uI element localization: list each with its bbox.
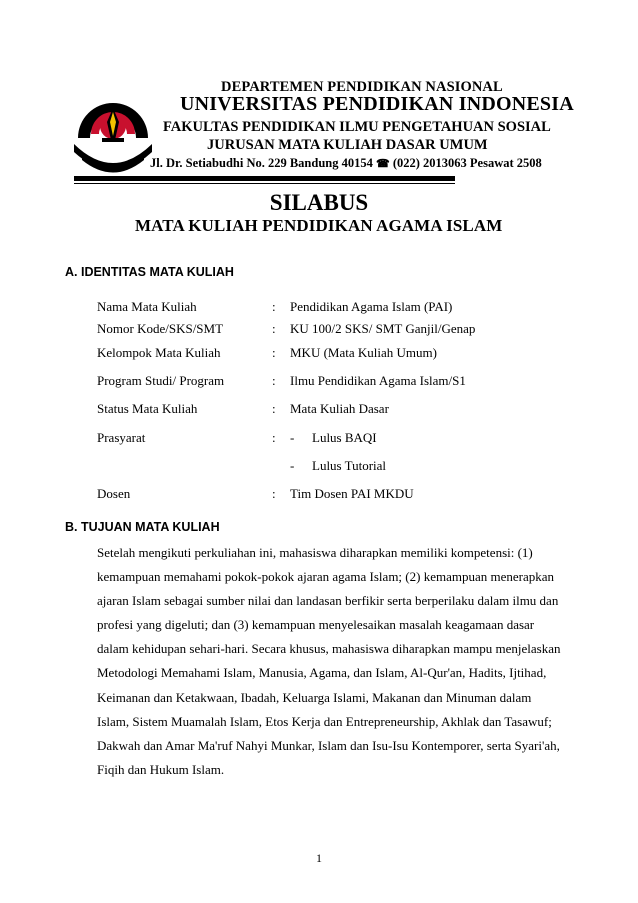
list-dash: - bbox=[290, 458, 295, 473]
paragraph-line: kemampuan memahami pokok-pokok ajaran agama Islam; (2) kemampuan menerapkan bbox=[97, 569, 554, 585]
paragraph-line: Dakwah dan Amar Ma'ruf Nahyi Munkar, Islam dan Isu-Isu Kontemporer, serta Syari'ah, bbox=[97, 737, 560, 753]
address-text: Jl. Dr. Setiabudhi No. 229 Bandung 40154 bbox=[150, 156, 373, 170]
field-colon: : bbox=[272, 299, 276, 314]
document-title: SILABUS bbox=[269, 190, 369, 215]
field-colon: : bbox=[272, 373, 276, 388]
field-colon: : bbox=[272, 321, 276, 336]
address-line bbox=[150, 156, 542, 171]
paragraph-line: Fiqih dan Hukum Islam. bbox=[97, 761, 225, 777]
field-colon: : bbox=[272, 486, 276, 501]
list-dash: - bbox=[290, 430, 295, 445]
field-value: Mata Kuliah Dasar bbox=[290, 401, 389, 416]
section-a-heading: A. IDENTITAS MATA KULIAH bbox=[65, 265, 234, 279]
field-label: Program Studi/ Program bbox=[97, 373, 225, 388]
paragraph-line: Setelah mengikuti perkuliahan ini, mahasiswa diharapkan memiliki kompetensi: (1) bbox=[97, 545, 533, 560]
field-label: Dosen bbox=[97, 486, 131, 501]
prerequisite-item: Lulus BAQI bbox=[312, 430, 377, 445]
field-colon: : bbox=[272, 345, 276, 360]
faculty-name: FAKULTAS PENDIDIKAN ILMU PENGETAHUAN SOSIAL bbox=[163, 119, 551, 135]
paragraph-line: Islam, Sistem Muamalah Islam, Etos Kerja dan Entrepreneurship, Akhlak dan Tasawuf; bbox=[97, 713, 552, 729]
prerequisite-item: Lulus Tutorial bbox=[312, 458, 387, 473]
field-value: KU 100/2 SKS/ SMT Ganjil/Genap bbox=[290, 321, 476, 336]
course-title: MATA KULIAH PENDIDIKAN AGAMA ISLAM bbox=[135, 216, 503, 235]
field-value: Pendidikan Agama Islam (PAI) bbox=[290, 299, 453, 314]
field-label: Nomor Kode/SKS/SMT bbox=[97, 321, 224, 336]
paragraph-line: Keimanan dan Ketakwaan, Ibadah, Keluarga Islami, Makanan dan Minuman dalam bbox=[97, 689, 532, 705]
field-colon: : bbox=[272, 430, 276, 445]
field-colon: : bbox=[272, 401, 276, 416]
section-b-heading: B. TUJUAN MATA KULIAH bbox=[65, 520, 220, 534]
objectives-paragraph bbox=[97, 541, 577, 782]
phone-icon: ☎ bbox=[376, 158, 390, 170]
field-label: Kelompok Mata Kuliah bbox=[97, 345, 221, 360]
header-rule-thin bbox=[74, 183, 455, 184]
header-rule-thick bbox=[74, 176, 455, 181]
phone-text: (022) 2013063 Pesawat 2508 bbox=[392, 156, 542, 170]
university-logo bbox=[72, 82, 154, 182]
university-name: UNIVERSITAS PENDIDIKAN INDONESIA bbox=[180, 93, 574, 115]
paragraph-line: ajaran Islam sebagai sumber nilai dan landasan berfikir serta berperilaku dalam ilmu dan bbox=[97, 593, 559, 609]
paragraph-line: Metodologi Memahami Islam, Manusia, Agama, dan Islam, Al-Qur'an, Hadits, Ijtihad, bbox=[97, 665, 547, 681]
paragraph-line: dalam kehidupan sehari-hari. Secara khusus, mahasiswa diharapkan mampu menjelaskan bbox=[97, 641, 561, 657]
paragraph-line: profesi yang digeluti; dan (3) kemampuan menyelesaikan masalah keagamaan dasar bbox=[97, 617, 535, 633]
field-value: Tim Dosen PAI MKDU bbox=[290, 486, 414, 501]
department-name: DEPARTEMEN PENDIDIKAN NASIONAL bbox=[221, 79, 503, 95]
field-label: Status Mata Kuliah bbox=[97, 401, 198, 416]
field-value: Ilmu Pendidikan Agama Islam/S1 bbox=[290, 373, 466, 388]
field-label: Nama Mata Kuliah bbox=[97, 299, 197, 314]
logo-bar bbox=[102, 138, 124, 142]
program-name: JURUSAN MATA KULIAH DASAR UMUM bbox=[207, 137, 488, 153]
field-label: Prasyarat bbox=[97, 430, 146, 445]
field-value: MKU (Mata Kuliah Umum) bbox=[290, 345, 437, 360]
page-number: 1 bbox=[316, 851, 322, 865]
